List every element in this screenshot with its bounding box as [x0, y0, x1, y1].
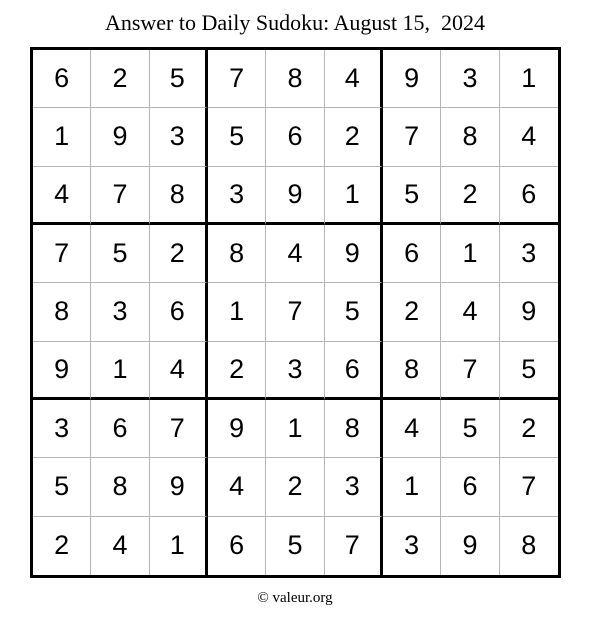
sudoku-cell-r7-c8: 5 — [441, 400, 499, 458]
sudoku-cell-r2-c2: 9 — [91, 108, 149, 166]
sudoku-cell-r6-c2: 1 — [91, 342, 149, 400]
sudoku-cell-r4-c4: 8 — [208, 225, 266, 283]
sudoku-cell-r2-c6: 2 — [325, 108, 383, 166]
sudoku-cell-r2-c8: 8 — [441, 108, 499, 166]
sudoku-cell-r9-c6: 7 — [325, 517, 383, 575]
sudoku-cell-r7-c2: 6 — [91, 400, 149, 458]
sudoku-cell-r9-c2: 4 — [91, 517, 149, 575]
sudoku-cell-r9-c5: 5 — [266, 517, 324, 575]
sudoku-board — [30, 47, 561, 578]
sudoku-cell-r8-c7: 1 — [383, 458, 441, 516]
sudoku-cell-r2-c5: 6 — [266, 108, 324, 166]
sudoku-cell-r2-c3: 3 — [150, 108, 208, 166]
sudoku-cell-r6-c1: 9 — [33, 342, 91, 400]
sudoku-cell-r8-c8: 6 — [441, 458, 499, 516]
copyright-footer: © valeur.org — [257, 590, 333, 606]
sudoku-cell-r5-c2: 3 — [91, 283, 149, 341]
sudoku-cell-r8-c5: 2 — [266, 458, 324, 516]
page-title: Answer to Daily Sudoku: August 15, 2024 — [104, 10, 486, 35]
sudoku-cell-r1-c9: 1 — [500, 50, 558, 108]
sudoku-cell-r6-c8: 7 — [441, 342, 499, 400]
sudoku-cell-r9-c8: 9 — [441, 517, 499, 575]
sudoku-cell-r9-c1: 2 — [33, 517, 91, 575]
sudoku-cell-r8-c3: 9 — [150, 458, 208, 516]
sudoku-cell-r9-c9: 8 — [521, 530, 537, 561]
sudoku-cell-r7-c4: 9 — [208, 400, 266, 458]
sudoku-cell-r1-c4: 7 — [208, 50, 266, 108]
sudoku-cell-r5-c1: 8 — [33, 283, 91, 341]
sudoku-cell-r4-c7: 6 — [383, 225, 441, 283]
sudoku-cell-r4-c2: 5 — [91, 225, 149, 283]
sudoku-cell-r7-c1: 3 — [33, 400, 91, 458]
sudoku-cell-r3-c2: 7 — [91, 167, 149, 225]
sudoku-cell-r6-c5: 3 — [266, 342, 324, 400]
sudoku-cell-r1-c3: 5 — [150, 50, 208, 108]
sudoku-cell-r8-c6: 3 — [325, 458, 383, 516]
sudoku-cell-r8-c9: 7 — [500, 458, 558, 516]
sudoku-cell-r3-c7: 5 — [383, 167, 441, 225]
sudoku-cell-r1-c7: 9 — [383, 50, 441, 108]
sudoku-cell-r9-c4: 6 — [208, 517, 266, 575]
sudoku-cell-r6-c7: 8 — [383, 342, 441, 400]
sudoku-cell-r9-c3: 1 — [150, 517, 208, 575]
sudoku-cell-r4-c1: 7 — [33, 225, 91, 283]
sudoku-cell-r4-c9: 3 — [500, 225, 558, 283]
sudoku-cell-r6-c6: 6 — [325, 342, 383, 400]
sudoku-cell-r2-c1: 1 — [33, 108, 91, 166]
sudoku-cell-r8-c1: 5 — [33, 458, 91, 516]
sudoku-cell-r1-c2: 2 — [91, 50, 149, 108]
sudoku-cell-r3-c4: 3 — [208, 167, 266, 225]
sudoku-cell-r4-c3: 2 — [150, 225, 208, 283]
sudoku-cell-r3-c1: 4 — [33, 167, 91, 225]
sudoku-cell-r1-c5: 8 — [266, 50, 324, 108]
sudoku-cell-r2-c9: 4 — [500, 108, 558, 166]
sudoku-cell-r9-c7: 3 — [383, 517, 441, 575]
sudoku-cell-r5-c4: 1 — [208, 283, 266, 341]
sudoku-cell-r3-c9: 6 — [500, 167, 558, 225]
sudoku-cell-r7-c5: 1 — [266, 400, 324, 458]
sudoku-cell-r5-c8: 4 — [441, 283, 499, 341]
sudoku-cell-r8-c4: 4 — [208, 458, 266, 516]
sudoku-cell-r5-c6: 5 — [325, 283, 383, 341]
sudoku-cell-r7-c7: 4 — [383, 400, 441, 458]
sudoku-cell-r2-c7: 7 — [383, 108, 441, 166]
sudoku-cell-r4-c5: 4 — [266, 225, 324, 283]
sudoku-cell-r3-c6: 1 — [325, 167, 383, 225]
sudoku-cell-r7-c6: 8 — [325, 400, 383, 458]
sudoku-cell-r6-c3: 4 — [150, 342, 208, 400]
sudoku-cell-r1-c8: 3 — [441, 50, 499, 108]
sudoku-cell-r5-c3: 6 — [150, 283, 208, 341]
sudoku-cell-r8-c2: 8 — [91, 458, 149, 516]
sudoku-cell-r5-c9: 9 — [500, 283, 558, 341]
sudoku-cell-r6-c9: 5 — [500, 342, 558, 400]
sudoku-cell-r4-c6: 9 — [325, 225, 383, 283]
sudoku-cell-r5-c7: 2 — [383, 283, 441, 341]
sudoku-cell-r1-c6: 4 — [325, 50, 383, 108]
sudoku-cell-r3-c3: 8 — [150, 167, 208, 225]
sudoku-cell-r3-c8: 2 — [441, 167, 499, 225]
sudoku-cell-r5-c5: 7 — [266, 283, 324, 341]
sudoku-cell-r6-c4: 2 — [208, 342, 266, 400]
sudoku-cell-r1-c1: 6 — [33, 50, 91, 108]
sudoku-cell-r7-c9: 2 — [500, 400, 558, 458]
sudoku-cell-r7-c3: 7 — [150, 400, 208, 458]
sudoku-cell-r3-c5: 9 — [266, 167, 324, 225]
sudoku-cell-r4-c8: 1 — [441, 225, 499, 283]
sudoku-cell-r2-c4: 5 — [208, 108, 266, 166]
